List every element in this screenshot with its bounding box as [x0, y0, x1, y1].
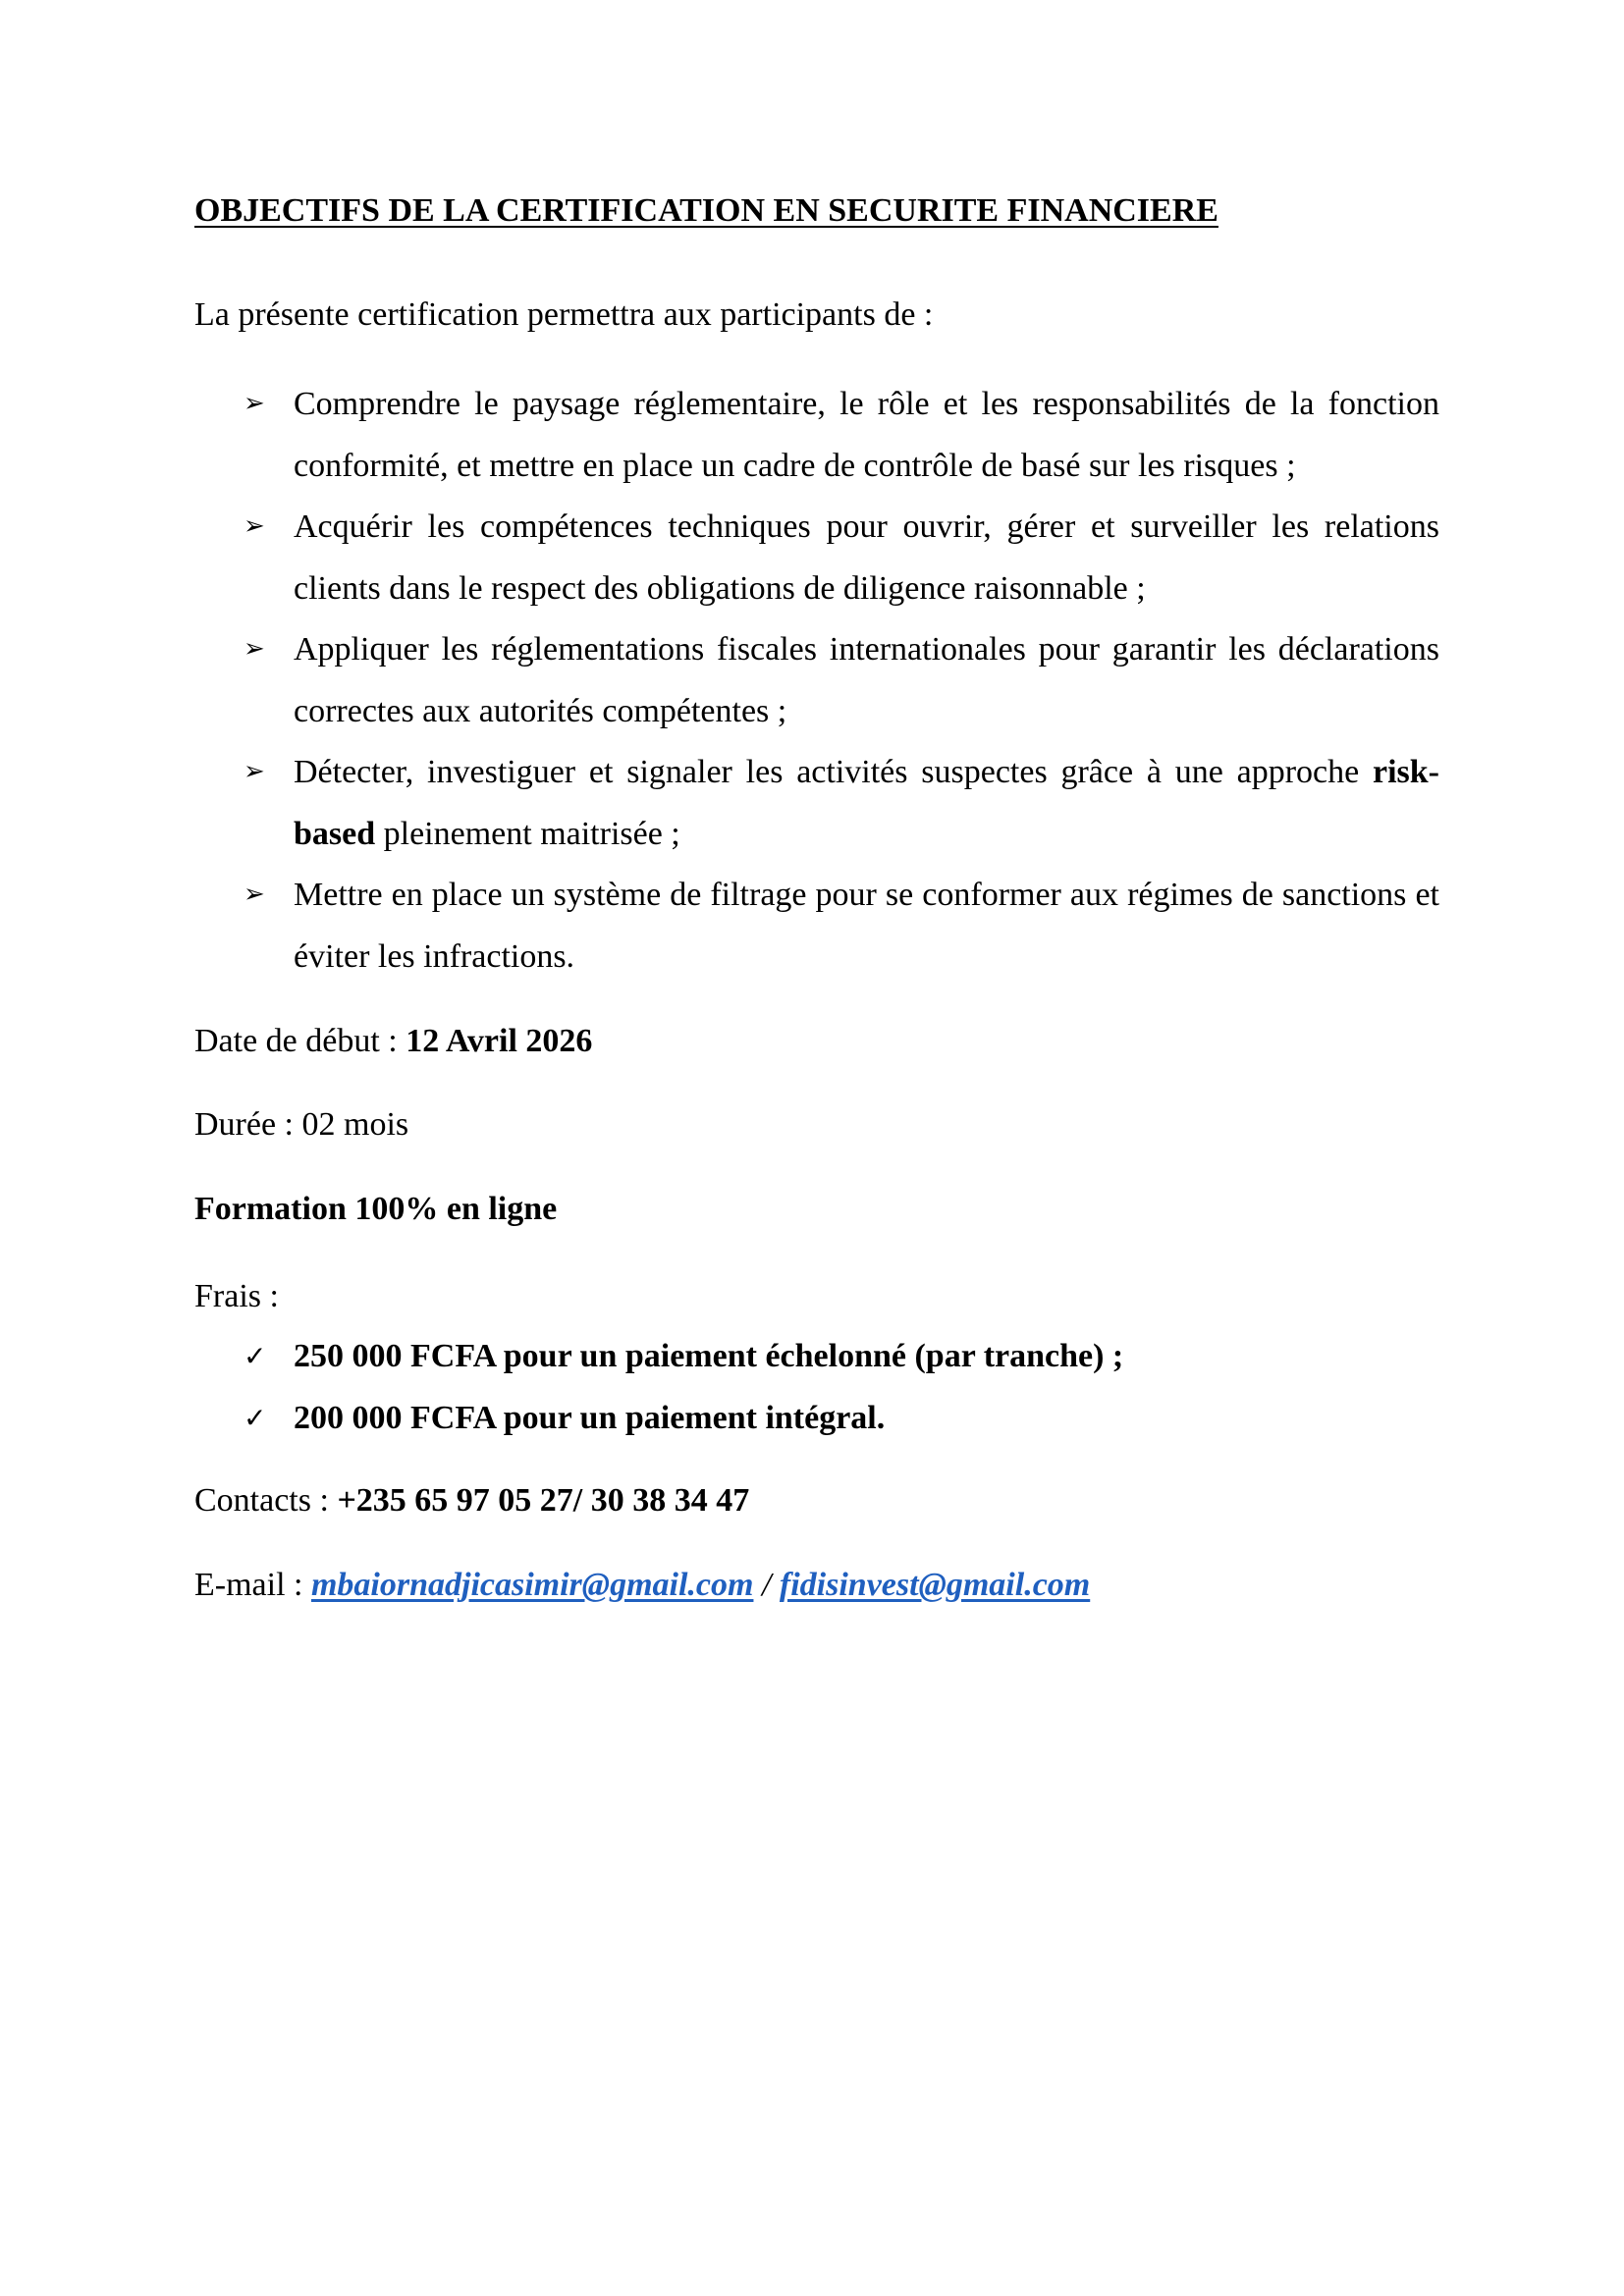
objective-bold-term: risk-based [294, 754, 1439, 852]
checkmark-icon: ✓ [244, 1402, 267, 1434]
start-date-value: 12 Avril 2026 [406, 1023, 593, 1059]
objective-text: Acquérir les compétences techniques pour ouvrir, gérer et surveiller les relations clients dans le respect des obligations de diligence raisonnable ; [294, 508, 1439, 607]
arrowhead-bullet-icon: ➢ [244, 634, 265, 664]
objectives-list [194, 373, 1439, 987]
arrowhead-bullet-icon: ➢ [244, 389, 265, 418]
fee-item [194, 1325, 1123, 1387]
training-format: Formation 100% en ligne [194, 1191, 558, 1227]
objective-item [194, 741, 1439, 865]
objective-text: Appliquer les réglementations fiscales internationales pour garantir les déclarations correctes aux autorités compétentes ; [294, 631, 1439, 729]
fee-text: 200 000 FCFA pour un paiement intégral. [294, 1400, 886, 1436]
checkmark-icon: ✓ [244, 1340, 267, 1372]
arrowhead-bullet-icon: ➢ [244, 757, 265, 786]
fees-list [194, 1325, 1123, 1449]
objective-item [194, 864, 1439, 988]
email-label: E-mail : [194, 1567, 311, 1603]
arrowhead-bullet-icon: ➢ [244, 880, 265, 909]
arrowhead-bullet-icon: ➢ [244, 511, 265, 541]
email-link-secondary[interactable]: fidisinvest@gmail.com [779, 1567, 1091, 1603]
contacts-label: Contacts : [194, 1482, 338, 1519]
objective-item [194, 618, 1439, 742]
contacts-line [194, 1482, 749, 1520]
document-title: OBJECTIFS DE LA CERTIFICATION EN SECURITE FINANCIERE [194, 192, 1218, 229]
objective-item [194, 373, 1439, 497]
start-date-label: Date de début : [194, 1023, 406, 1059]
fee-item [194, 1387, 1123, 1449]
objective-text-before: Détecter, investiguer et signaler les activités suspectes grâce à une approche [294, 754, 1373, 790]
fee-text: 250 000 FCFA pour un paiement échelonné (par tranche) ; [294, 1338, 1124, 1374]
objective-item [194, 496, 1439, 619]
email-separator: / [753, 1567, 780, 1603]
duration-value: 02 mois [301, 1106, 409, 1143]
start-date-line [194, 1023, 592, 1060]
email-link-primary[interactable]: mbaiornadjicasimir@gmail.com [310, 1567, 754, 1603]
objective-text: Comprendre le paysage réglementaire, le rôle et les responsabilités de la fonction conformité, et mettre en place un cadre de contrôle de basé sur les risques ; [294, 386, 1439, 484]
fees-label: Frais : [194, 1278, 279, 1314]
intro-text: La présente certification permettra aux participants de : [194, 296, 934, 333]
objective-text-after: pleinement maitrisée ; [375, 816, 680, 852]
contacts-phone: +235 65 97 05 27/ 30 38 34 47 [337, 1482, 750, 1519]
duration-label: Durée : [194, 1106, 302, 1143]
duration-line [194, 1106, 408, 1144]
email-line [194, 1567, 1090, 1604]
objective-text: Mettre en place un système de filtrage pour se conformer aux régimes de sanctions et éviter les infractions. [294, 877, 1439, 975]
